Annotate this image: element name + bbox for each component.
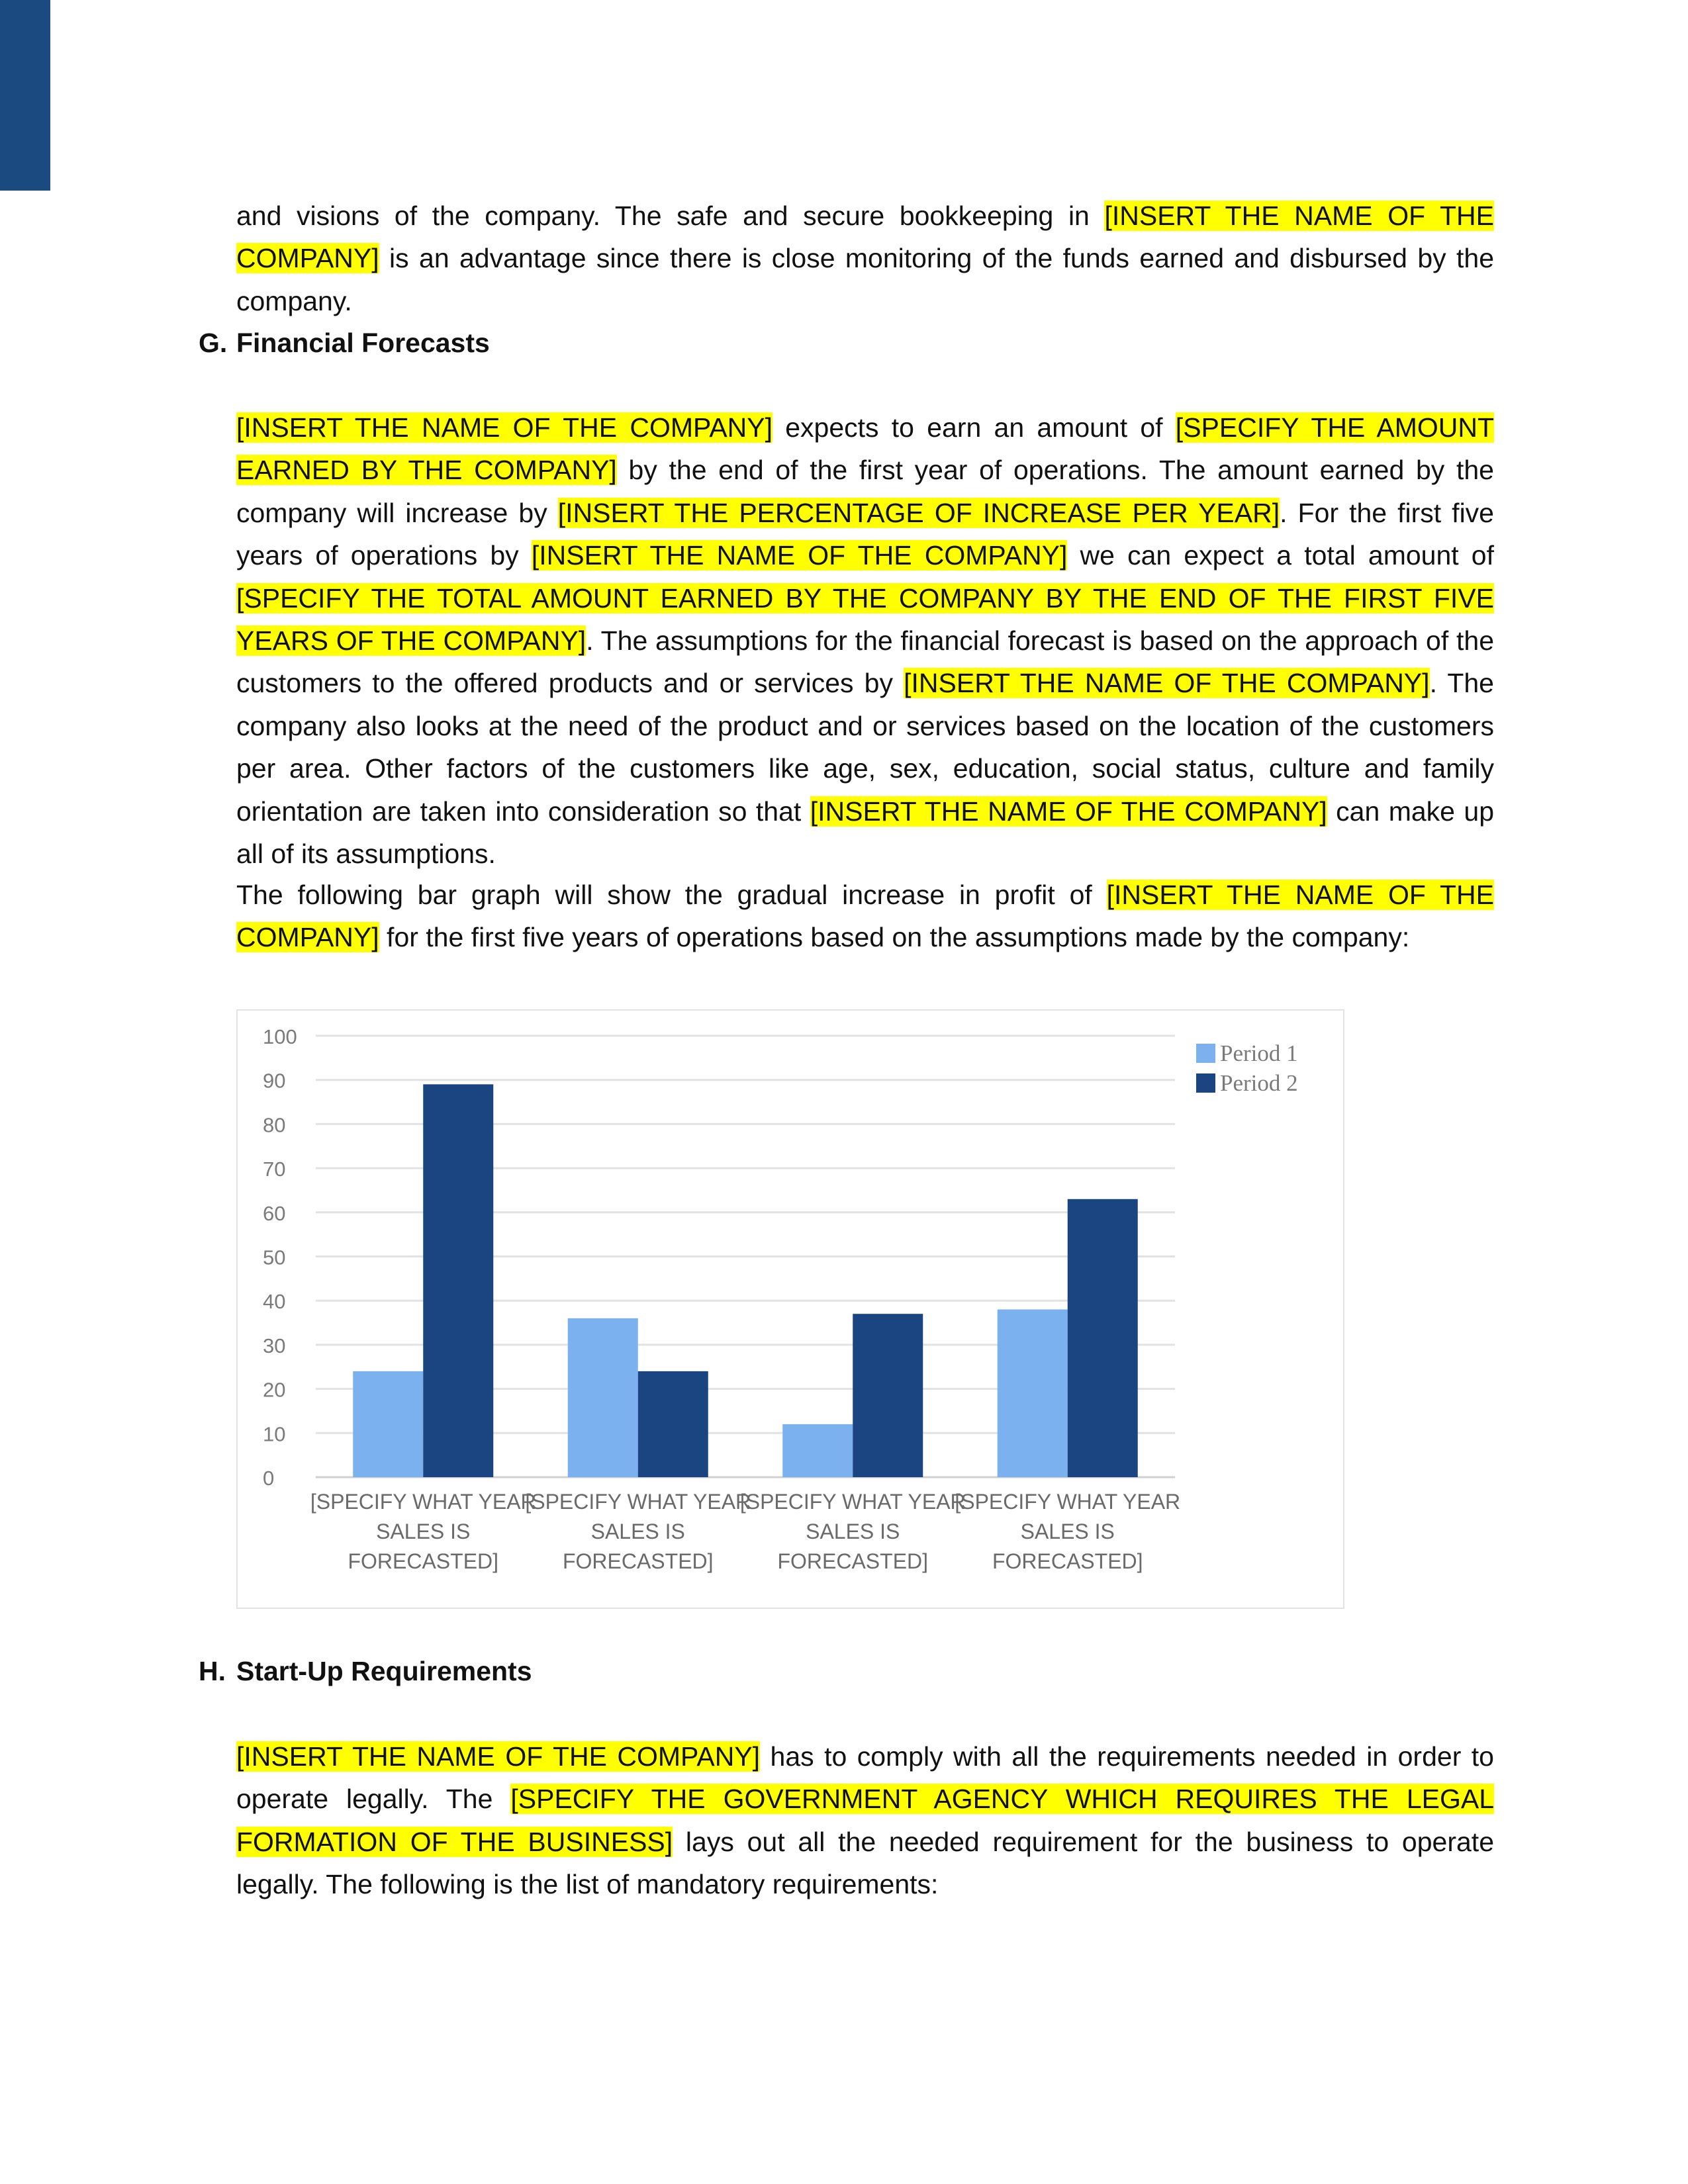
forecast-paragraph [236, 406, 1494, 875]
x-category-label: FORECASTED] [348, 1549, 499, 1573]
x-category-label: [SPECIFY WHAT YEAR [955, 1490, 1181, 1514]
startup-text-1: has to comply with all the requirements needed in order to operate legally. The [236, 1741, 1494, 1815]
intro-paragraph [236, 195, 1494, 322]
y-tick-label: 20 [263, 1378, 286, 1402]
forecast-text-5: . The assumptions for the financial forecast is based on the approach of the customers to the offered products and or services by [236, 625, 1494, 699]
y-tick-label: 70 [263, 1158, 286, 1181]
company-name-placeholder: [INSERT THE NAME OF THE COMPANY] [904, 668, 1430, 699]
company-name-placeholder: [INSERT THE NAME OF THE COMPANY] [810, 796, 1327, 827]
legend-label: Period 1 [1220, 1040, 1298, 1066]
y-tick-label: 80 [263, 1113, 286, 1137]
intro-text-2: is an advantage since there is close monitoring of the funds earned and disbursed by the company. [236, 243, 1494, 316]
section-g-title: Financial Forecasts [236, 328, 490, 358]
bar-period-1 [568, 1318, 638, 1477]
graph-intro-text-1: The following bar graph will show the gradual increase in profit of [236, 880, 1107, 910]
company-name-placeholder: [INSERT THE NAME OF THE COMPANY] [236, 201, 1494, 274]
forecast-text-2: by the end of the first year of operations. The amount earned by the company will increase by [236, 455, 1494, 528]
x-category-label: [SPECIFY WHAT YEAR [310, 1490, 536, 1514]
amount-earned-placeholder: [SPECIFY THE AMOUNT EARNED BY THE COMPANY] [236, 412, 1495, 486]
profit-bar-chart [236, 1009, 1344, 1609]
intro-text-1: and visions of the company. The safe and secure bookkeeping in [236, 201, 1105, 231]
y-tick-label: 0 [263, 1467, 275, 1490]
legend-swatch [1196, 1044, 1215, 1063]
bar-period-2 [638, 1371, 708, 1477]
section-h-title: Start-Up Requirements [236, 1656, 532, 1686]
company-name-placeholder: [INSERT THE NAME OF THE COMPANY] [236, 412, 773, 443]
bar-graph-intro-paragraph [236, 874, 1494, 959]
forecast-text-6: . The company also looks at the need of the product and or services based on the location of the customers per area. Other factors of the customers like age, sex, education, social status, culture and family orientation are taken into consideration so that [236, 668, 1494, 827]
bar-period-1 [353, 1371, 423, 1477]
government-agency-placeholder: [SPECIFY THE GOVERNMENT AGENCY WHICH REQUIRES THE LEGAL FORMATION OF THE BUSINESS] [236, 1784, 1495, 1857]
bar-period-2 [853, 1314, 923, 1477]
corner-accent-bar [0, 0, 50, 191]
y-tick-label: 30 [263, 1334, 286, 1357]
startup-text-2: lays out all the needed requirement for the business to operate legally. The following is the list of mandatory requirements: [236, 1826, 1494, 1900]
section-g-letter: G. [199, 328, 228, 358]
x-category-label: [SPECIFY WHAT YEAR [525, 1490, 751, 1514]
x-category-label: SALES IS [376, 1520, 471, 1543]
bar-period-2 [423, 1084, 493, 1477]
legend-swatch [1196, 1073, 1215, 1093]
y-tick-label: 40 [263, 1290, 286, 1314]
x-category-label: FORECASTED] [777, 1549, 929, 1573]
bar-period-1 [998, 1310, 1068, 1477]
y-tick-label: 50 [263, 1246, 286, 1269]
y-tick-label: 10 [263, 1422, 286, 1446]
x-category-label: SALES IS [1020, 1520, 1115, 1543]
x-category-label: [SPECIFY WHAT YEAR [739, 1490, 966, 1514]
company-name-placeholder: [INSERT THE NAME OF THE COMPANY] [236, 880, 1494, 953]
bar-period-1 [782, 1424, 853, 1477]
company-name-placeholder: [INSERT THE NAME OF THE COMPANY] [236, 1741, 761, 1772]
company-name-placeholder: [INSERT THE NAME OF THE COMPANY] [531, 540, 1068, 571]
x-category-label: SALES IS [806, 1520, 900, 1543]
forecast-text-1: expects to earn an amount of [773, 412, 1176, 443]
section-g-heading [199, 322, 490, 364]
graph-intro-text-2: for the first five years of operations based on the assumptions made by the company: [379, 922, 1410, 953]
forecast-text-4: we can expect a total amount of [1067, 540, 1494, 571]
section-h-letter: H. [199, 1656, 226, 1686]
forecast-text-3: . For the first five years of operations by [236, 497, 1494, 571]
y-tick-label: 90 [263, 1069, 286, 1093]
bar-period-2 [1068, 1199, 1138, 1477]
y-tick-label: 60 [263, 1201, 286, 1225]
startup-paragraph [236, 1735, 1494, 1906]
total-amount-placeholder: [SPECIFY THE TOTAL AMOUNT EARNED BY THE COMPANY BY THE END OF THE FIRST FIVE YEARS OF THE COMPANY] [236, 582, 1494, 657]
x-category-label: FORECASTED] [992, 1549, 1143, 1573]
percentage-increase-placeholder: [INSERT THE PERCENTAGE OF INCREASE PER YEAR] [557, 497, 1280, 528]
x-category-label: SALES IS [590, 1520, 685, 1543]
forecast-text-7: can make up all of its assumptions. [236, 796, 1495, 870]
x-category-label: FORECASTED] [562, 1549, 714, 1573]
y-tick-label: 100 [263, 1025, 297, 1048]
section-h-heading [199, 1650, 532, 1692]
legend-label: Period 2 [1220, 1070, 1298, 1096]
